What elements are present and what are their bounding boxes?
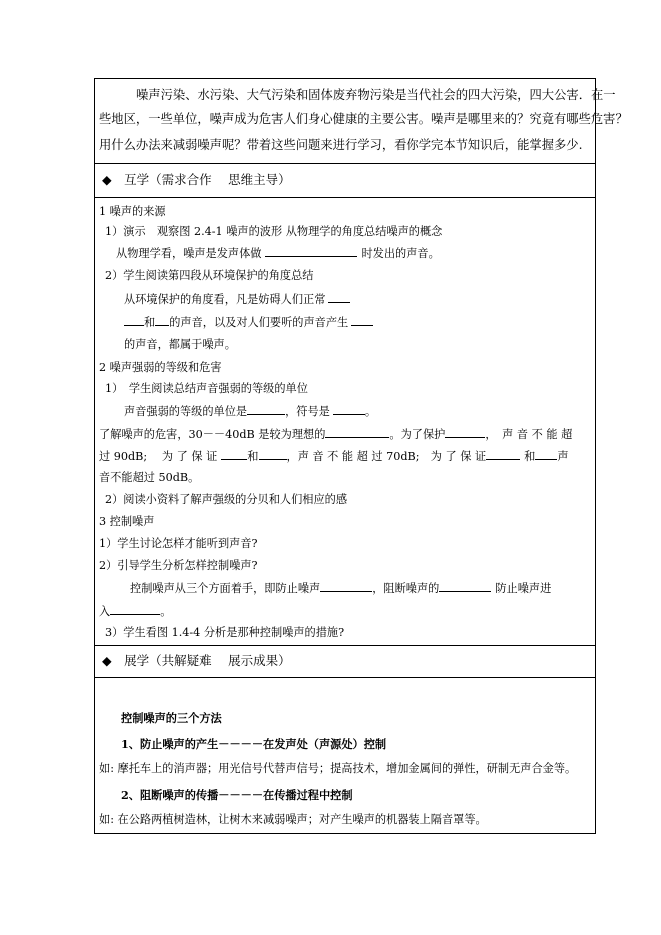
part2-step1: 1） 学生阅读总结声音强弱的等级的单位: [105, 382, 308, 395]
part3-step2-fill-a: 控制噪声从三个方面着手，即防止噪声 ，阻断噪声的 防止噪声进: [130, 582, 552, 595]
part1-title: 1 噪声的来源: [99, 205, 166, 218]
part2-harm-2: 过 90dB; 为 了 保 证 和 ，声 音 不 能 超 过 70dB; 为 了 保 证 和 声: [99, 450, 569, 463]
row-divider: [95, 163, 595, 164]
intro-line-1: 噪声污染、水污染、大气污染和固体废弃物污染是当代社会的四大污染，四大公害．在一: [136, 88, 616, 102]
part2-harm-3: 音不能超过 50dB。: [99, 471, 200, 484]
part1-step1: 1）演示 观察图 2.4-1 噪声的波形 从物理学的角度总结噪声的概念: [105, 225, 443, 238]
part1-step1-fill: 从物理学看，噪声是发声体做 时发出的声音。: [116, 247, 440, 260]
method-2: 2、阻断噪声的传播－－－－在传播过程中控制: [121, 788, 353, 802]
blank[interactable]: [439, 580, 491, 592]
blank[interactable]: [320, 580, 372, 592]
method-1: 1、防止噪声的产生－－－－在发声处（声源处）控制: [121, 737, 387, 751]
intro-line-2: 些地区，一些单位，噪声成为危害人们身心健康的主要公害。噪声是哪里来的？究竟有哪些危害？: [99, 112, 628, 126]
intro-line-3: 用什么办法来减弱噪声呢？带着这些问题来进行学习，看你学完本节知识后，能掌握多少.: [99, 138, 583, 152]
methods-title: 控制噪声的三个方法: [121, 711, 222, 725]
blank[interactable]: [325, 426, 389, 438]
blank[interactable]: [259, 448, 287, 460]
part1-step2-fill-a: 从环境保护的角度看，凡是妨碍人们正常: [124, 291, 350, 308]
blank[interactable]: [535, 448, 557, 460]
part1-step2: 2）学生阅读第四段从环境保护的角度总结: [105, 269, 314, 282]
method-1-example: 如: 摩托车上的消声器；用光信号代替声信号；提高技术，增加金属间的弹性，研制无声合金等。: [99, 762, 577, 775]
blank[interactable]: [333, 403, 365, 415]
blank[interactable]: [110, 603, 160, 615]
part2-step1-fill: 声音强弱的等级的单位是 ，符号是 。: [124, 405, 377, 418]
part1-step2-fill-b: 和 的声音，以及对人们要听的声音产生: [124, 314, 373, 331]
blank[interactable]: [155, 314, 169, 326]
blank[interactable]: [351, 314, 373, 326]
blank[interactable]: [265, 245, 357, 257]
row-divider: [95, 197, 595, 198]
row-divider: [95, 677, 595, 678]
blank[interactable]: [445, 426, 485, 438]
part2-step2: 2）阅读小资料了解声强级的分贝和人们相应的感: [105, 493, 348, 506]
blank[interactable]: [221, 448, 247, 460]
blank[interactable]: [124, 314, 144, 326]
blank[interactable]: [486, 448, 520, 460]
blank[interactable]: [328, 291, 350, 303]
section-header-huxue: ◆ 互学（需求合作 思维主导）: [102, 172, 291, 187]
part3-title: 3 控制噪声: [99, 515, 155, 528]
part2-harm-1: 了解噪声的危害，30－－40dB 是较为理想的 。为了保护 ， 声 音 不 能 超: [99, 428, 573, 441]
part3-step1: 1）学生讨论怎样才能听到声音?: [99, 537, 258, 550]
part3-step2: 2）引导学生分析怎样控制噪声?: [99, 559, 258, 572]
row-divider: [95, 645, 595, 646]
part3-step2-fill-b: 入 。: [99, 605, 172, 618]
blank[interactable]: [247, 403, 285, 415]
part3-step3: 3）学生看图 1.4-4 分析是那种控制噪声的措施?: [105, 626, 345, 639]
method-2-example: 如: 在公路两植树造林，让树木来减弱噪声；对产生噪声的机器装上隔音罩等。: [99, 813, 487, 826]
part2-title: 2 噪声强弱的等级和危害: [99, 361, 222, 374]
section-header-zhanxue: ◆ 展学（共解疑难 展示成果）: [102, 653, 291, 668]
part1-step2-fill-c: 的声音，都属于噪声。: [124, 338, 236, 351]
